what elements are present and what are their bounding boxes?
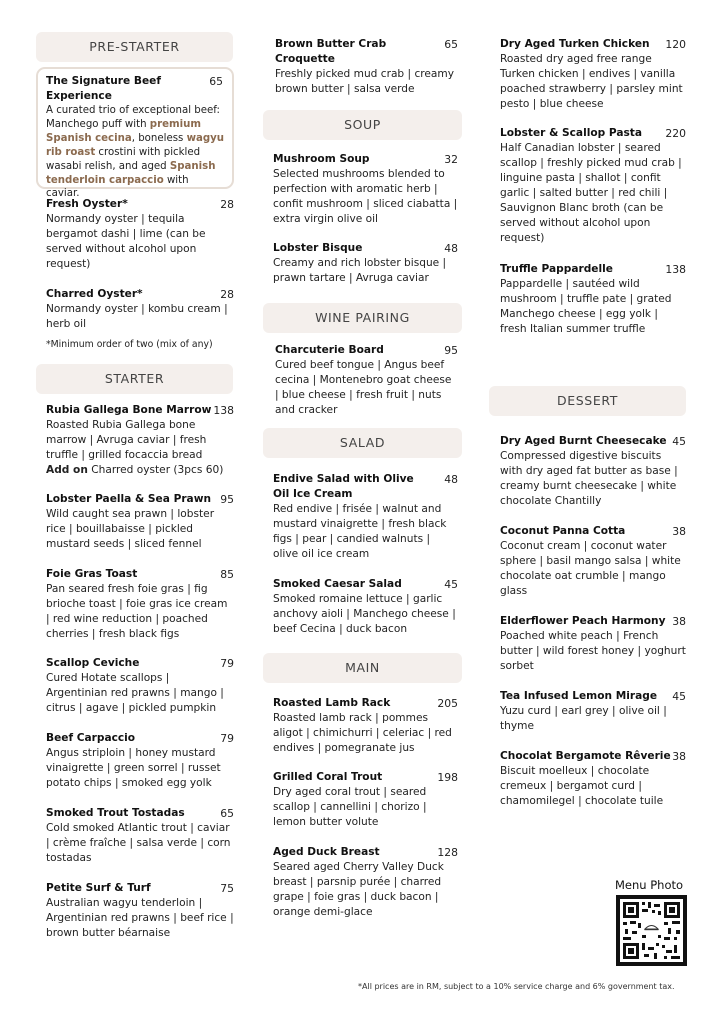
item-description: Australian wagyu tenderloin | Argentinian red prawns | beef rice | brown butter béarnaise	[46, 897, 234, 939]
item-name: Lobster & Scallop Pasta	[500, 127, 643, 139]
menu-item[interactable]	[46, 567, 234, 642]
item-description: Seared aged Cherry Valley Duck breast | parsnip purée | charred grape | foie gras | duck bacon | orange demi-glace	[273, 861, 444, 918]
item-name: Smoked Trout Tostadas	[46, 807, 185, 819]
item-description: Cured beef tongue | Angus beef cecina | Montenebro goat cheese | blue cheese | fresh fruit | nuts and cracker	[275, 359, 452, 416]
item-price: 65	[444, 38, 458, 51]
item-description: Normandy oyster | tequila bergamot dashi | lime (can be served without alcohol upon request)	[46, 213, 206, 270]
item-name: Grilled Coral Trout	[273, 771, 383, 783]
item-description: Roasted dry aged free range Turken chicken | endives | vanilla poached strawberry | parsley mint pesto | blue cheese	[500, 53, 683, 110]
menu-item[interactable]	[46, 197, 234, 272]
item-price: 220	[665, 127, 686, 140]
item-price: 65	[220, 807, 234, 820]
item-price: 75	[220, 882, 234, 895]
menu-item[interactable]	[500, 37, 686, 112]
item-price: 138	[665, 263, 686, 276]
menu-item[interactable]	[500, 749, 686, 809]
item-name: Brown Butter Crab Croquette	[275, 38, 387, 65]
item-price: 138	[213, 404, 234, 417]
item-price: 85	[220, 568, 234, 581]
item-price: 28	[220, 288, 234, 301]
item-description: Dry aged coral trout | seared scallop | cannellini | chorizo | lemon butter volute	[273, 786, 427, 828]
menu-item[interactable]	[46, 881, 234, 941]
item-name: Aged Duck Breast	[273, 846, 380, 858]
item-price: 38	[672, 615, 686, 628]
menu-item[interactable]	[273, 577, 458, 637]
footer-note: *All prices are in RM, subject to a 10% service charge and 6% government tax.	[358, 982, 675, 991]
menu-item[interactable]	[273, 696, 458, 756]
item-price: 45	[672, 435, 686, 448]
section-header-starter: STARTER	[36, 364, 233, 394]
section-header-salad: SALAD	[263, 428, 462, 458]
item-name: Dry Aged Turken Chicken	[500, 38, 650, 50]
section-header-prestarter: PRE-STARTER	[36, 32, 233, 62]
item-name: Fresh Oyster*	[46, 198, 128, 210]
menu-item[interactable]	[46, 492, 234, 552]
item-price: 28	[220, 198, 234, 211]
menu-item[interactable]	[273, 845, 458, 920]
item-price: 38	[672, 750, 686, 763]
menu-item[interactable]	[500, 126, 686, 246]
item-name: Roasted Lamb Rack	[273, 697, 391, 709]
menu-item[interactable]	[500, 524, 686, 599]
item-name: Mushroom Soup	[273, 153, 370, 165]
menu-item[interactable]	[46, 287, 234, 332]
item-description: Yuzu curd | earl grey | olive oil | thyme	[500, 705, 667, 732]
item-description: Smoked romaine lettuce | garlic anchovy aioli | Manchego cheese | beef Cecina | duck bacon	[273, 593, 456, 635]
item-price: 48	[444, 473, 458, 486]
item-price: 65	[209, 75, 223, 88]
section-header-dessert: DESSERT	[489, 386, 686, 416]
menu-item[interactable]	[273, 241, 458, 286]
item-price: 45	[444, 578, 458, 591]
item-name: Coconut Panna Cotta	[500, 525, 626, 537]
item-description: Wild caught sea prawn | lobster rice | bouillabaisse | pickled mustard seeds | sliced fennel	[46, 508, 215, 550]
item-description: Coconut cream | coconut water sphere | basil mango salsa | white chocolate oat crumble | mango glass	[500, 540, 681, 597]
item-price: 32	[444, 153, 458, 166]
item-name: Chocolat Bergamote Rêverie	[500, 750, 671, 762]
item-description: Red endive | frisée | walnut and mustard vinaigrette | fresh black figs | pear | candied walnuts | olive oil ice cream	[273, 503, 447, 560]
menu-item[interactable]	[500, 689, 686, 734]
item-description: Pappardelle | sautéed wild mushroom | truffle pate | grated Manchego cheese | egg yolk | fresh Italian summer truffle	[500, 278, 672, 335]
item-description: Roasted Rubia Gallega bone marrow | Avruga caviar | fresh truffle | grilled focaccia bread	[46, 419, 207, 461]
item-price: 38	[672, 525, 686, 538]
item-name: Lobster Bisque	[273, 242, 363, 254]
item-name: Charcuterie Board	[275, 344, 384, 356]
menu-item[interactable]	[46, 403, 234, 478]
menu-item[interactable]	[46, 656, 234, 716]
item-name: Scallop Ceviche	[46, 657, 140, 669]
item-price: 48	[444, 242, 458, 255]
qr-code-icon[interactable]	[616, 895, 687, 966]
item-price: 79	[220, 657, 234, 670]
section-header-main: MAIN	[263, 653, 462, 683]
item-name: Endive Salad with Olive Oil Ice Cream	[273, 473, 414, 500]
section-header-wine-pairing: WINE PAIRING	[263, 303, 462, 333]
item-price: 95	[220, 493, 234, 506]
menu-item[interactable]	[46, 731, 234, 791]
item-description: Cold smoked Atlantic trout | caviar | crème fraîche | salsa verde | corn tostadas	[46, 822, 231, 864]
item-description: Normandy oyster | kombu cream | herb oil	[46, 303, 228, 330]
item-price: 205	[437, 697, 458, 710]
item-name: Elderflower Peach Harmony	[500, 615, 666, 627]
menu-item[interactable]	[500, 262, 686, 337]
item-description: Angus striploin | honey mustard vinaigrette | green sorrel | russet potato chips | smoked egg yolk	[46, 747, 221, 789]
item-name: Lobster Paella & Sea Prawn	[46, 493, 212, 505]
item-name: Beef Carpaccio	[46, 732, 136, 744]
item-price: 120	[665, 38, 686, 51]
section-header-soup: SOUP	[263, 110, 462, 140]
item-description: Creamy and rich lobster bisque | prawn tartare | Avruga caviar	[273, 257, 447, 284]
menu-item[interactable]	[273, 472, 458, 562]
item-description: Freshly picked mud crab | creamy brown butter | salsa verde	[275, 68, 455, 95]
item-price: 45	[672, 690, 686, 703]
item-price: 128	[437, 846, 458, 859]
item-name: Petite Surf & Turf	[46, 882, 151, 894]
item-name: Smoked Caesar Salad	[273, 578, 402, 590]
item-description: Half Canadian lobster | seared scallop | freshly picked mud crab | linguine pasta | shallot | confit garlic | salted butter | red chili | Sauvignon Blanc broth (can be served without alcohol upon request)	[500, 142, 682, 244]
menu-item[interactable]	[275, 343, 458, 418]
item-name: Rubia Gallega Bone Marrow	[46, 404, 212, 416]
item-description: Pan seared fresh foie gras | fig brioche toast | foie gras ice cream | red wine reduction | poached cherries | fresh black figs	[46, 583, 228, 640]
menu-item[interactable]	[500, 614, 686, 674]
item-price: 79	[220, 732, 234, 745]
menu-item[interactable]	[273, 770, 458, 830]
item-description: Cured Hotate scallops | Argentinian red prawns | mango | citrus | agave | pickled pumpkin	[46, 672, 224, 714]
signature-beef-card[interactable]	[36, 67, 234, 200]
menu-item[interactable]	[46, 806, 234, 866]
item-name: Truffle Pappardelle	[500, 263, 613, 275]
item-name: Tea Infused Lemon Mirage	[500, 690, 658, 702]
item-description: Roasted lamb rack | pommes aligot | chimichurri | celeriac | red endives | pomegranate jus	[273, 712, 452, 754]
menu-item[interactable]	[273, 152, 458, 227]
minimum-order-note: *Minimum order of two (mix of any)	[46, 339, 213, 350]
item-description: A curated trio of exceptional beef: Manchego puff with premium Spanish cecina, boneless wagyu rib roast crostini with pickled wasabi relish, and aged Spanish tenderloin carpaccio with caviar.	[46, 105, 225, 200]
item-price: 95	[444, 344, 458, 357]
menu-item[interactable]	[500, 434, 686, 509]
item-description: Selected mushrooms blended to perfection with aromatic herb | confit mushroom | sliced ciabatta | extra virgin olive oil	[273, 168, 458, 225]
qr-label: Menu Photo	[615, 878, 684, 892]
item-name: Charred Oyster*	[46, 288, 143, 300]
item-description: Compressed digestive biscuits with dry aged fat butter as base | creamy burnt cheesecake | white chocolate Chantilly	[500, 450, 678, 507]
item-description: Biscuit moelleux | chocolate cremeux | bergamot curd | chamomilegel | chocolate tuile	[500, 765, 664, 807]
item-price: 198	[437, 771, 458, 784]
addon-line: Add on Charred oyster (3pcs 60)	[46, 464, 224, 476]
item-name: Foie Gras Toast	[46, 568, 138, 580]
item-name: Dry Aged Burnt Cheesecake	[500, 435, 667, 447]
menu-item[interactable]	[275, 37, 458, 97]
item-description: Poached white peach | French butter | wild forest honey | yoghurt sorbet	[500, 630, 686, 672]
item-name: The Signature Beef Experience	[46, 75, 161, 102]
